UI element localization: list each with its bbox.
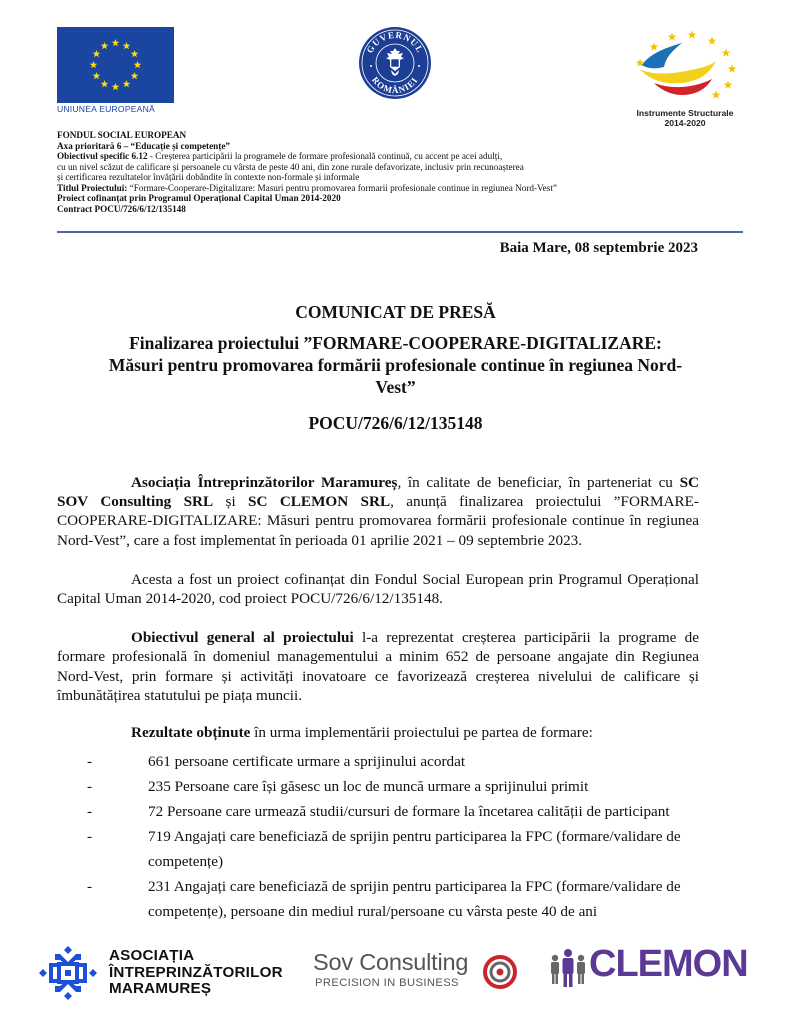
project-title-line2: Măsuri pentru promovarea formării profesionale continue în regiunea Nord- — [108, 355, 683, 375]
clemon-name: CLEMON — [589, 943, 748, 985]
specific-objective-line3: și certificarea rezultatelor învățării dobândite în contexte non-formale și informale — [57, 172, 360, 182]
beneficiary-name: Asociația Întreprinzătorilor Maramureș — [131, 474, 398, 491]
sov-consulting-logo — [313, 949, 523, 997]
project-title-value: “Formare-Cooperare-Digitalizare: Masuri pentru promovarea formarii profesionale continue in regiunea Nord-Vest” — [127, 182, 557, 193]
press-release-title: COMUNICAT DE PRESĂ — [295, 302, 496, 322]
priority-axis — [57, 141, 757, 152]
instrumente-structurale-logo — [620, 25, 750, 130]
sov-consulting-name: Sov Consulting — [313, 949, 469, 975]
is-label-line1: Instrumente Structurale — [636, 108, 734, 118]
is-star-icon — [712, 91, 721, 99]
eu-star-icon — [131, 50, 139, 57]
date-location: Baia Mare, 08 septembrie 2023 — [499, 240, 698, 256]
project-title-label: Titlul Proiectului: — [57, 182, 128, 193]
asociatia-intreprinzatorilor-logo — [37, 944, 292, 1002]
romanian-government-logo — [358, 26, 432, 100]
priority-axis-label: Axa prioritară 6 — [57, 140, 122, 151]
program-info-block — [57, 130, 757, 214]
eu-logo — [57, 27, 175, 115]
specific-objective-line2: cu un nivel scăzut de calificare și persoanele cu vârsta de peste 40 ani, din zone rurale defavorizate, inclusiv prin recunoașterea — [57, 161, 524, 172]
press-release-body — [57, 473, 699, 924]
is-star-icon — [668, 33, 677, 41]
project-title-line3: Vest” — [375, 377, 416, 397]
bullet-dash: - — [87, 753, 93, 771]
header-divider — [57, 231, 743, 233]
people-group-icon — [547, 948, 589, 990]
project-title-info — [57, 183, 757, 194]
eu-star-icon — [123, 42, 131, 49]
eu-star-icon — [112, 39, 120, 46]
cofinance-note: Proiect cofinanțat prin Programul Operațional Capital Uman 2014-2020 — [57, 193, 341, 203]
bullet-dash: - — [87, 803, 93, 821]
eu-flag-icon — [57, 27, 174, 103]
specific-objective-line1: - Creșterea participării la programele de formare profesională continuă, cu accent pe acei adulți, — [147, 151, 503, 161]
results-list — [57, 749, 699, 924]
structural-instruments-emblem-icon — [620, 25, 750, 107]
eu-star-icon — [93, 50, 101, 57]
specific-objective — [57, 151, 757, 162]
aim-name-line1: ASOCIAȚIA — [109, 947, 195, 964]
result-item: - 661 persoane certificate urmare a sprijinului acordat — [57, 749, 699, 774]
gov-text-bottom: ROMÂNIEI — [369, 74, 421, 96]
results-intro: Rezultate obținute în urma implementării proiectului pe partea de formare: — [131, 724, 593, 742]
results-label: Rezultate obținute — [131, 724, 251, 742]
gov-text-top: GUVERNUL — [364, 29, 426, 55]
result-item: - 235 Persoane care își găsesc un loc de muncă urmare a sprijinului primit — [57, 774, 699, 799]
fund-name: FONDUL SOCIAL EUROPEAN — [57, 130, 187, 140]
project-title — [60, 332, 731, 398]
bullet-dash: - — [87, 828, 93, 846]
is-star-icon — [724, 81, 733, 89]
is-label-line2: 2014-2020 — [664, 118, 706, 128]
contract-number: Contract POCU/726/6/12/135148 — [57, 203, 186, 214]
partner-clemon: SC CLEMON SRL — [248, 493, 391, 511]
is-star-icon — [708, 37, 717, 45]
eu-star-icon — [90, 61, 98, 68]
general-objective-label: Obiectivul general al proiectului — [131, 629, 354, 647]
sov-consulting-tagline: PRECISION IN BUSINESS — [315, 977, 459, 989]
eu-star-icon — [131, 72, 139, 79]
is-star-icon — [728, 65, 737, 73]
is-star-icon — [650, 43, 659, 51]
target-icon — [483, 955, 517, 989]
results-section — [57, 723, 699, 924]
is-star-icon — [688, 31, 697, 39]
eu-label: UNIUNEA EUROPEANĂ — [57, 104, 155, 114]
contract-code: POCU/726/6/12/135148 — [308, 413, 483, 433]
priority-axis-value: – “Educație și competențe” — [121, 140, 231, 151]
specific-objective-label: Obiectivul specific 6.12 — [57, 151, 148, 161]
partner-sov: SC SOV Consulting SRL — [57, 474, 700, 511]
is-star-icon — [722, 49, 731, 57]
paragraph-announcement: Asociația Întreprinzătorilor Maramureș, în calitate de beneficiar, în parteneriat cu SC SOV Consulting SRL și SC CLEMON SRL, anunță finalizarea proiectului ”FORMARE-COOPERARE-DIGITALIZARE: Măsuri pentru promovarea formării profesionale continue în regiunea Nord-Vest”, care a fost implementat în perioada 01 aprilie 2021 – 09 septembrie 2023. — [57, 474, 700, 549]
bullet-dash: - — [87, 778, 93, 796]
result-item: - 719 Angajați care beneficiază de sprijin pentru participarea la FPC (formare/validare de competențe) — [57, 824, 699, 874]
eu-star-icon — [101, 42, 109, 49]
eu-star-icon — [123, 80, 131, 87]
result-item: - 72 Persoane care urmează studii/cursuri de formare la încetarea calității de participant — [57, 799, 699, 824]
eu-star-icon — [101, 80, 109, 87]
eu-star-icon — [134, 61, 142, 68]
clemon-logo — [545, 945, 755, 995]
paragraph-funding: Acesta a fost un proiect cofinanțat din Fondul Social European prin Programul Operațional Capital Uman 2014-2020, cod proiect POCU/726/6/12/135148. — [57, 570, 699, 608]
aim-name-line3: MARAMUREȘ — [109, 980, 212, 997]
eu-star-icon — [112, 83, 120, 90]
aim-name-line2: ÎNTREPRINZĂTORILOR — [109, 963, 283, 981]
result-item: - 231 Angajați care beneficiază de sprijin pentru participarea la FPC (formare/validare de competențe), persoane din mediul rural/persoane cu vârsta peste 40 de ani — [57, 874, 699, 924]
bullet-dash: - — [87, 878, 93, 896]
eu-star-icon — [93, 72, 101, 79]
folk-pattern-emblem-icon — [37, 944, 99, 1002]
project-title-line1: Finalizarea proiectului ”FORMARE-COOPERARE-DIGITALIZARE: — [129, 333, 662, 353]
paragraph-objective: Obiectivul general al proiectului l-a reprezentat creșterea participării la programe de formare profesională în domeniul managementului a minim 652 de persoane angajate din Regiunea Nord-Vest, prin formare și activități inovatoare ce favorizează creșterea nivelului de calificare și îmbunătățirea statutului pe piața muncii. — [57, 629, 699, 704]
